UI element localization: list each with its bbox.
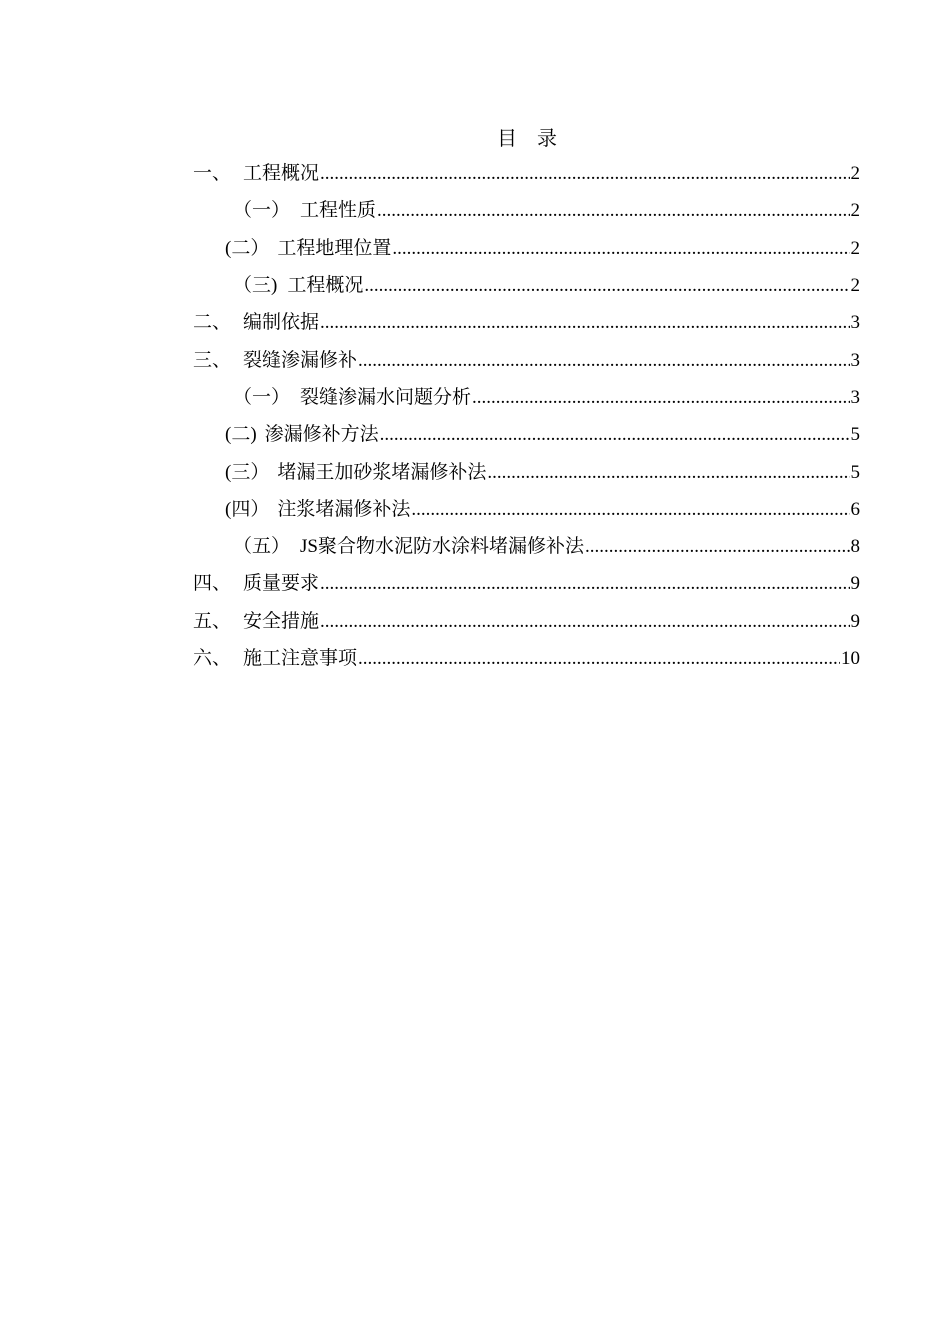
toc-page-number: 10 bbox=[841, 648, 860, 669]
toc-entry-number: (二) bbox=[225, 424, 257, 446]
toc-entry-title: 注浆堵漏修补法 bbox=[277, 498, 411, 520]
toc-title: 目 录 bbox=[497, 128, 557, 150]
toc-page-number: 3 bbox=[850, 386, 860, 408]
toc-entry-title: 施工注意事项 bbox=[243, 648, 358, 669]
toc-entry-number: 二、 bbox=[193, 312, 232, 334]
toc-dot-leader bbox=[392, 239, 849, 258]
toc-entry[interactable] bbox=[193, 304, 860, 341]
toc-entry[interactable] bbox=[193, 565, 860, 602]
toc-page-number: 2 bbox=[850, 275, 860, 297]
toc-entry[interactable] bbox=[193, 267, 860, 304]
toc-entry-title: 渗漏修补方法 bbox=[264, 424, 379, 446]
toc-entry-number: （五） bbox=[233, 536, 291, 558]
toc-entry[interactable] bbox=[193, 155, 860, 192]
toc-entry-title: 裂缝渗漏水问题分析 bbox=[300, 386, 472, 408]
toc-dot-leader bbox=[320, 313, 849, 332]
toc-entry-number: (三） bbox=[225, 461, 270, 483]
toc-page-number: 2 bbox=[850, 237, 860, 259]
toc-dot-leader bbox=[585, 537, 850, 556]
toc-entry-number: 五、 bbox=[193, 610, 232, 632]
toc-page-number: 9 bbox=[850, 610, 860, 632]
toc-dot-leader bbox=[320, 164, 849, 183]
toc-page-number: 2 bbox=[850, 200, 860, 222]
toc-entry-title: JS聚合物水泥防水涂料堵漏修补法 bbox=[300, 536, 584, 558]
toc-entry-number: 六、 bbox=[193, 648, 232, 669]
toc-entry-title: 工程概况 bbox=[243, 163, 320, 185]
toc-entry-title: 编制依据 bbox=[243, 312, 320, 334]
toc-entry[interactable] bbox=[193, 453, 860, 490]
toc-entry-title: 工程性质 bbox=[300, 200, 377, 222]
toc-page-number: 3 bbox=[850, 312, 860, 334]
toc-entry-title: 堵漏王加砂浆堵漏修补法 bbox=[277, 461, 487, 483]
toc-page-number: 5 bbox=[850, 424, 860, 446]
toc-entry[interactable] bbox=[193, 603, 860, 640]
toc-entry-number: （三) bbox=[233, 275, 278, 297]
toc-page-number: 9 bbox=[850, 573, 860, 595]
toc-dot-leader bbox=[320, 612, 849, 631]
toc-entry-number: 四、 bbox=[193, 573, 232, 595]
toc-entry-title: 安全措施 bbox=[243, 610, 320, 632]
toc-entry[interactable] bbox=[193, 379, 860, 416]
toc-dot-leader bbox=[377, 201, 849, 220]
toc-entry[interactable] bbox=[193, 416, 860, 453]
toc-page-number: 8 bbox=[850, 536, 860, 558]
toc-entry-number: 一、 bbox=[193, 163, 232, 185]
toc-entry-title: 工程概况 bbox=[287, 275, 364, 297]
toc-page-number: 3 bbox=[850, 349, 860, 371]
toc-entry[interactable] bbox=[193, 640, 860, 677]
toc-dot-leader bbox=[472, 388, 849, 407]
toc-dot-leader bbox=[411, 500, 849, 519]
toc-dot-leader bbox=[358, 649, 840, 668]
toc-dot-leader bbox=[364, 276, 849, 295]
toc-page-number: 2 bbox=[850, 163, 860, 185]
toc-entry-title: 裂缝渗漏修补 bbox=[243, 349, 358, 371]
toc-page-number: 6 bbox=[850, 498, 860, 520]
toc-entry-number: （一） bbox=[233, 200, 291, 222]
toc-entry-number: 三、 bbox=[193, 349, 232, 371]
toc-dot-leader bbox=[358, 351, 849, 370]
toc-entry-number: (二） bbox=[225, 237, 270, 259]
toc-entry[interactable] bbox=[193, 341, 860, 378]
toc-entry[interactable] bbox=[193, 230, 860, 267]
toc-entry-title: 质量要求 bbox=[243, 573, 320, 595]
toc-entry[interactable] bbox=[193, 192, 860, 229]
toc-entry[interactable] bbox=[193, 491, 860, 528]
toc-entry-number: (四） bbox=[225, 498, 270, 520]
toc-entry-title: 工程地理位置 bbox=[277, 237, 392, 259]
toc-dot-leader bbox=[487, 463, 849, 482]
table-of-contents bbox=[193, 155, 860, 677]
toc-page-number: 5 bbox=[850, 461, 860, 483]
toc-dot-leader bbox=[320, 574, 849, 593]
toc-entry[interactable] bbox=[193, 528, 860, 565]
toc-entry-number: （一） bbox=[233, 386, 291, 408]
toc-dot-leader bbox=[380, 425, 850, 444]
